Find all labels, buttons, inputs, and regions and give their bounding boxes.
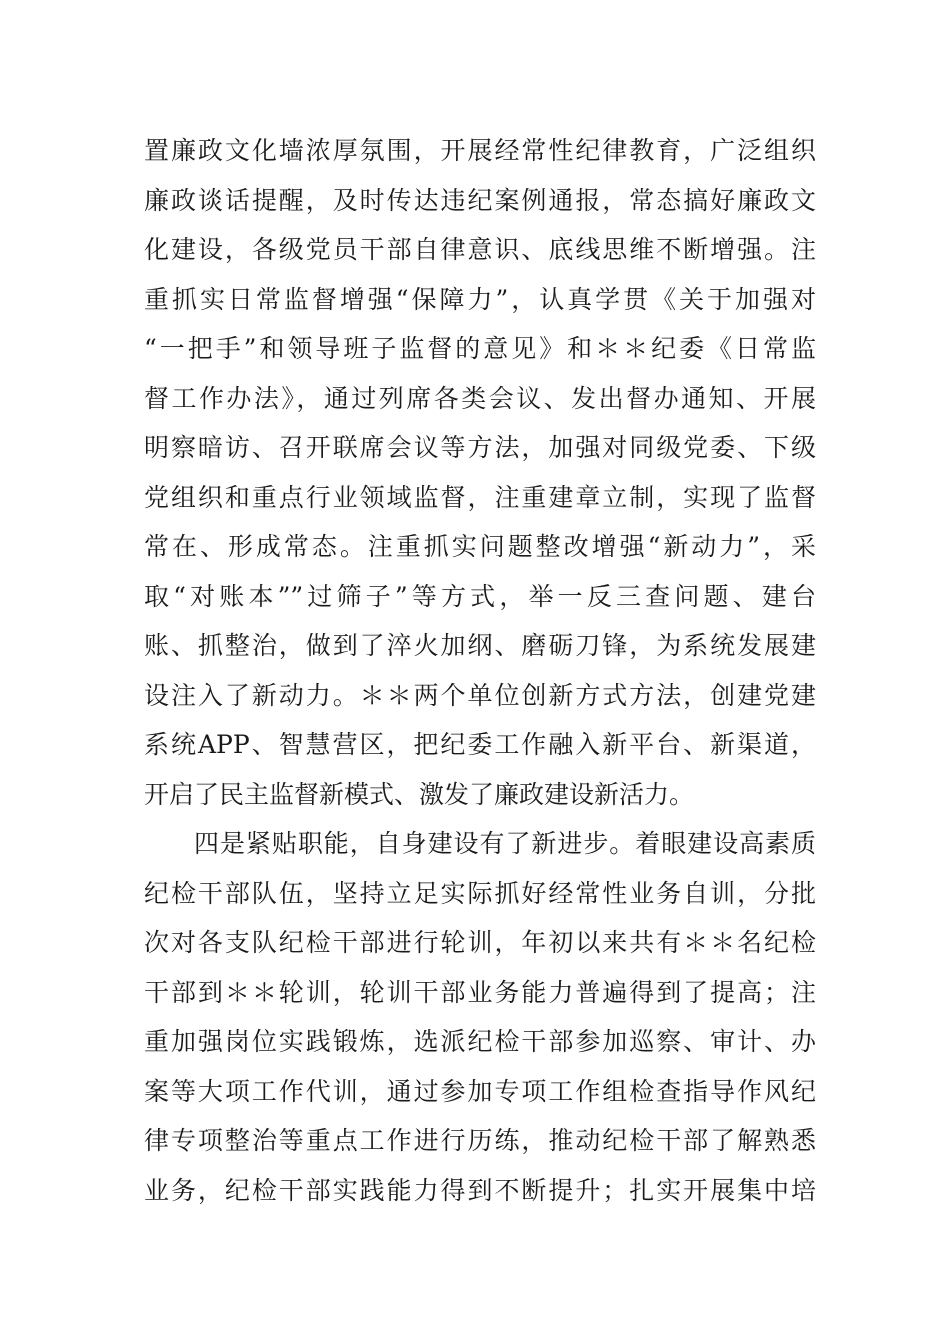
text-line: 重抓实日常监督增强“保障力”，认真学贯《关于加强对 bbox=[144, 284, 816, 314]
text-line: 案等大项工作代训，通过参加专项工作组检查指导作风纪 bbox=[144, 1076, 816, 1106]
text-line: 业务，纪检干部实践能力得到不断提升；扎实开展集中培 bbox=[144, 1175, 816, 1205]
text-line: 设注入了新动力。＊＊两个单位创新方式方法，创建党建 bbox=[144, 680, 816, 710]
text-line: 置廉政文化墙浓厚氛围，开展经常性纪律教育，广泛组织 bbox=[144, 136, 816, 165]
text-line: 廉政谈话提醒，及时传达违纪案例通报，常态搞好廉政文 bbox=[144, 185, 816, 215]
document-body bbox=[144, 126, 816, 1215]
paragraph-1 bbox=[144, 126, 816, 819]
paragraph-2 bbox=[144, 819, 816, 1215]
text-line: 明察暗访、召开联席会议等方法，加强对同级党委、下级 bbox=[144, 433, 816, 462]
text-line: “一把手”和领导班子监督的意见》和＊＊纪委《日常监 bbox=[144, 334, 816, 363]
text-line: 纪检干部队伍，坚持立足实际抓好经常性业务自训，分批 bbox=[144, 878, 816, 908]
text-line: 党组织和重点行业领域监督，注重建章立制，实现了监督 bbox=[144, 482, 816, 512]
text-line: 次对各支队纪检干部进行轮训，年初以来共有＊＊名纪检 bbox=[144, 928, 816, 957]
text-line: 干部到＊＊轮训，轮训干部业务能力普遍得到了提高；注 bbox=[144, 977, 816, 1007]
text-line: 重加强岗位实践锻炼，选派纪检干部参加巡察、审计、办 bbox=[144, 1027, 816, 1056]
text-line: 账、抓整治，做到了淬火加纲、磨砺刀锋，为系统发展建 bbox=[144, 631, 816, 660]
text-line: 取“对账本””过筛子”等方式，举一反三查问题、建台 bbox=[144, 581, 816, 611]
text-line: 律专项整治等重点工作进行历练，推动纪检干部了解熟悉 bbox=[144, 1126, 816, 1155]
text-line: 化建设，各级党员干部自律意识、底线思维不断增强。注 bbox=[144, 235, 816, 264]
text-line: 督工作办法》，通过列席各类会议、发出督办通知、开展 bbox=[144, 383, 816, 413]
text-line: 系统APP、智慧营区，把纪委工作融入新平台、新渠道， bbox=[144, 730, 816, 759]
text-line: 四是紧贴职能，自身建设有了新进步。着眼建设高素质 bbox=[194, 829, 816, 858]
text-line: 常在、形成常态。注重抓实问题整改增强“新动力”，采 bbox=[144, 532, 816, 561]
text-line: 开启了民主监督新模式、激发了廉政建设新活力。 bbox=[144, 779, 695, 809]
